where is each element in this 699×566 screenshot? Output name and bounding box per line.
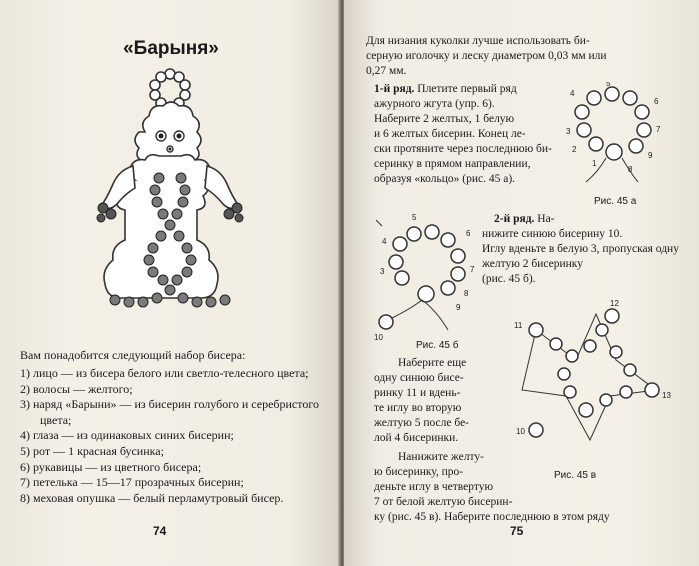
text-line <box>482 212 692 227</box>
text-line: лой 4 бисеринки. <box>374 432 459 444</box>
row2-paragraph <box>482 212 692 287</box>
figure-label: 4 <box>382 237 387 246</box>
text-line: желтую 5 после бе- <box>374 417 469 429</box>
text-line: 7 от белой желтую бисерин- <box>374 496 513 508</box>
page-title: «Барыня» <box>123 38 219 59</box>
text-line: Для низания куколки лучше использовать би- <box>366 35 590 47</box>
figure-label: 4 <box>570 89 575 98</box>
figure-label: 3 <box>380 267 385 276</box>
paragraph-4 <box>374 450 694 525</box>
figure-label: 7 <box>470 265 475 274</box>
figure-45a <box>566 82 666 192</box>
text-line: Наберите еще <box>398 357 467 369</box>
page-number: 74 <box>153 524 167 538</box>
text-line: ку (рис. 45 в). Наберите последнюю в этом ряду <box>374 511 610 523</box>
beaded-doll-illustration <box>95 62 245 342</box>
intro-paragraph <box>366 34 686 79</box>
text-line: нижите синюю бисерину 10. <box>482 228 623 240</box>
text-line: ски протяните через последнюю би- <box>374 143 552 155</box>
fig-45b-caption: Рис. 45 б <box>416 340 459 351</box>
row1-paragraph <box>374 82 554 187</box>
figure-label: 13 <box>662 391 671 400</box>
figure-label: 6 <box>654 97 659 106</box>
text-line: Нанижите желту- <box>398 451 484 463</box>
list-item: 2) волосы — желтого; <box>20 381 133 396</box>
row2-first: На- <box>534 213 555 225</box>
text-line: серную иголочку и леску диаметром 0,03 мм или <box>366 50 607 62</box>
text-line: ринку 11 и вдень- <box>374 387 461 399</box>
figure-label: 1 <box>592 159 597 168</box>
text-line: деньте иглу в четвертую <box>374 481 494 493</box>
text-line: 0,27 мм. <box>366 65 407 77</box>
list-item: 7) петелька — 15—17 прозрачных бисерин; <box>20 475 244 490</box>
list-item: 4) глаза — из одинаковых синих бисерин; <box>20 428 234 443</box>
text-line: Наберите 2 желтых, 1 белую <box>374 113 515 125</box>
text-line: серинку в прямом направлении, <box>374 158 531 170</box>
left-page <box>0 0 340 566</box>
figure-label: 8 <box>628 165 633 174</box>
row1-first: Плетите первый ряд <box>414 83 517 95</box>
list-item: 5) рот — 1 красная бусинка; <box>20 443 164 458</box>
fig-45a-caption: Рис. 45 а <box>594 196 637 207</box>
text-line: ажурного жгута (упр. 6). <box>374 98 495 110</box>
figure-label: 11 <box>514 321 523 330</box>
text-line: те иглу во вторую <box>374 402 462 414</box>
row2-label: 2-й ряд. <box>494 213 535 225</box>
materials-intro: Вам понадобится следующий набор бисера: <box>20 348 246 362</box>
figure-label: 5 <box>412 214 417 222</box>
figure-45c <box>506 300 676 460</box>
text-line: (рис. 45 б). <box>482 273 536 285</box>
figure-label: 9 <box>456 303 461 312</box>
list-item: 6) рукавицы — из цветного бисера; <box>20 459 202 474</box>
figure-label: 10 <box>374 333 383 342</box>
text-line <box>374 82 554 97</box>
fig-45c-caption: Рис. 45 в <box>554 470 597 481</box>
right-page <box>344 0 699 566</box>
figure-label: 7 <box>656 125 661 134</box>
figure-45b <box>372 214 488 344</box>
list-item: 1) лицо — из бисера белого или светло-телесного цвета; <box>20 366 309 380</box>
figure-label: 2 <box>572 145 577 154</box>
figure-label: 12 <box>610 300 619 308</box>
figure-label: 3 <box>566 127 571 136</box>
row1-label: 1-й ряд. <box>374 83 415 95</box>
text-line: и 6 желтых бисерин. Конец ле- <box>374 128 526 140</box>
text-line: образуя «кольцо» (рис. 45 а). <box>374 173 516 185</box>
text-line: Иглу вденьте в белую 3, пропуская одну желтую 2 бисеринку <box>482 243 679 270</box>
paragraph-3 <box>374 356 504 446</box>
figure-label: 5 <box>606 82 611 88</box>
list-item: 3) наряд «Барыни» — из бисерин голубого и серебристого цвета; <box>20 397 319 427</box>
figure-label: 8 <box>464 289 469 298</box>
text-line: одну синюю бисе- <box>374 372 464 384</box>
page-number: 75 <box>510 524 524 538</box>
materials-list <box>20 366 325 506</box>
list-item: 8) меховая опушка — белый перламутровый бисер. <box>20 490 284 505</box>
figure-label: 6 <box>466 229 471 238</box>
text-line: ю бисеринку, про- <box>374 466 464 478</box>
figure-label: 9 <box>648 151 653 160</box>
figure-label: 10 <box>516 427 525 436</box>
